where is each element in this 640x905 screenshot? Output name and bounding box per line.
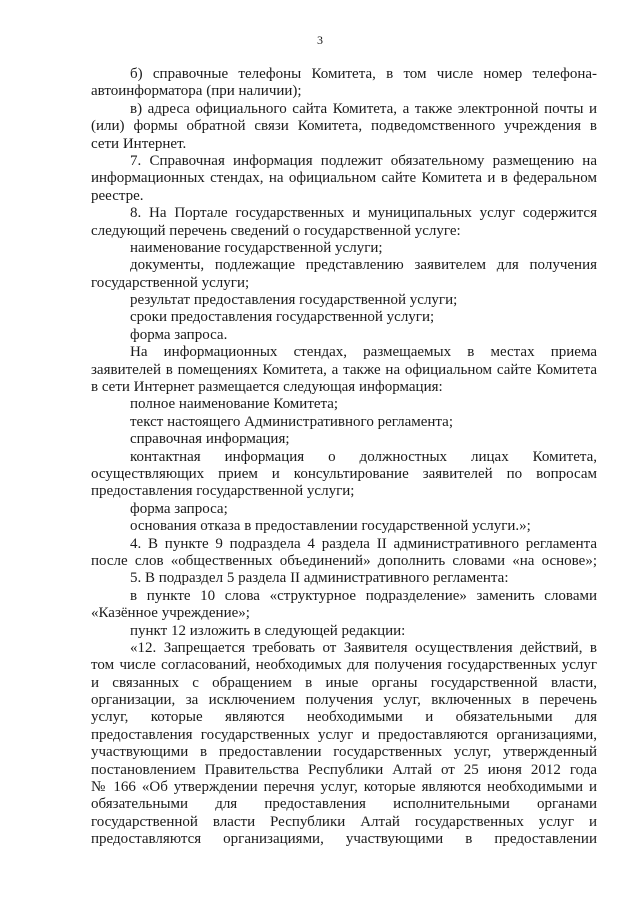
text-line: организации, за исключением получения услуг, включенных в перечень xyxy=(91,692,597,709)
text-line: реестре. xyxy=(91,187,144,204)
text-line: № 166 «Об утверждении перечня услуг, которые являются необходимыми и xyxy=(91,779,597,796)
text-line: государственной власти Республики Алтай государственных услуг и xyxy=(91,813,597,830)
text-line: 7. Справочная информация подлежит обязательному размещению на xyxy=(130,152,597,169)
text-line: предоставления государственной услуги; xyxy=(91,483,355,500)
text-line: участвующими в предоставлении государственных услуг, утвержденный xyxy=(91,744,597,761)
text-line: в пункте 10 слова «структурное подразделение» заменить словами xyxy=(130,587,597,604)
text-line: «Казённое учреждение»; xyxy=(91,605,250,622)
text-line: основания отказа в предоставлении государственной услуги.»; xyxy=(130,518,531,535)
text-line: сроки предоставления государственной услуги; xyxy=(130,309,435,326)
text-line: заявителей в помещениях Комитета, а также на официальном сайте Комитета xyxy=(91,361,597,378)
text-line: обязательными для предоставления исполнительными органами xyxy=(91,796,597,813)
text-line: б) справочные телефоны Комитета, в том числе номер телефона- xyxy=(130,66,597,82)
text-line: том числе согласований, необходимых для получения государственных услуг xyxy=(91,657,597,674)
text-line: информационных стендах, на официальном сайте Комитета и в федеральном xyxy=(91,170,597,187)
text-line: форма запроса; xyxy=(130,500,228,517)
text-line: контактная информация о должностных лицах Комитета, xyxy=(130,448,597,465)
text-line: государственной услуги; xyxy=(91,274,250,291)
text-line: «12. Запрещается требовать от Заявителя осуществления действий, в xyxy=(130,639,597,656)
text-line: пункт 12 изложить в следующей редакции: xyxy=(130,622,406,639)
page-number: 3 xyxy=(317,33,323,47)
text-line: текст настоящего Административного регламента; xyxy=(130,413,453,430)
text-line: в) адреса официального сайта Комитета, а также электронной почты и xyxy=(130,100,597,117)
text-line: 5. В подраздел 5 раздела II административного регламента: xyxy=(130,570,509,587)
text-line: услуг, которые являются необходимыми и обязательными для xyxy=(91,709,597,726)
text-line: форма запроса. xyxy=(130,326,228,343)
text-line: полное наименование Комитета; xyxy=(130,396,339,413)
text-line: результат предоставления государственной услуги; xyxy=(130,292,458,309)
text-line: сети Интернет. xyxy=(91,135,187,152)
text-line: постановлением Правительства Республики Алтай от 25 июня 2012 года xyxy=(91,761,597,778)
text-line: после слов «общественных объединений» дополнить словами «на основе»; xyxy=(91,552,597,569)
text-line: документы, подлежащие представлению заявителем для получения xyxy=(130,257,597,274)
text-line: наименование государственной услуги; xyxy=(130,239,383,256)
text-line: 4. В пункте 9 подраздела 4 раздела II административного регламента xyxy=(130,535,597,552)
document-body xyxy=(91,66,597,849)
text-line: автоинформатора (при наличии); xyxy=(91,83,302,100)
text-line: 8. На Портале государственных и муниципальных услуг содержится xyxy=(130,205,597,222)
text-line: следующий перечень сведений о государственной услуге: xyxy=(91,222,461,239)
text-line: и связанных с обращением в иные органы государственной власти, xyxy=(91,674,597,691)
text-line: справочная информация; xyxy=(130,431,290,448)
text-line: (или) формы обратной связи Комитета, подведомственного учреждения в xyxy=(91,118,597,135)
text-line: предоставляются организациями, участвующими в предоставлении xyxy=(91,831,597,848)
text-line: осуществляющих прием и консультирование заявителей по вопросам xyxy=(91,465,597,482)
text-line: в сети Интернет размещается следующая информация: xyxy=(91,379,443,396)
text-line: предоставления государственных услуг и предоставляются организациями, xyxy=(91,726,597,743)
text-line: На информационных стендах, размещаемых в местах приема xyxy=(130,344,597,361)
